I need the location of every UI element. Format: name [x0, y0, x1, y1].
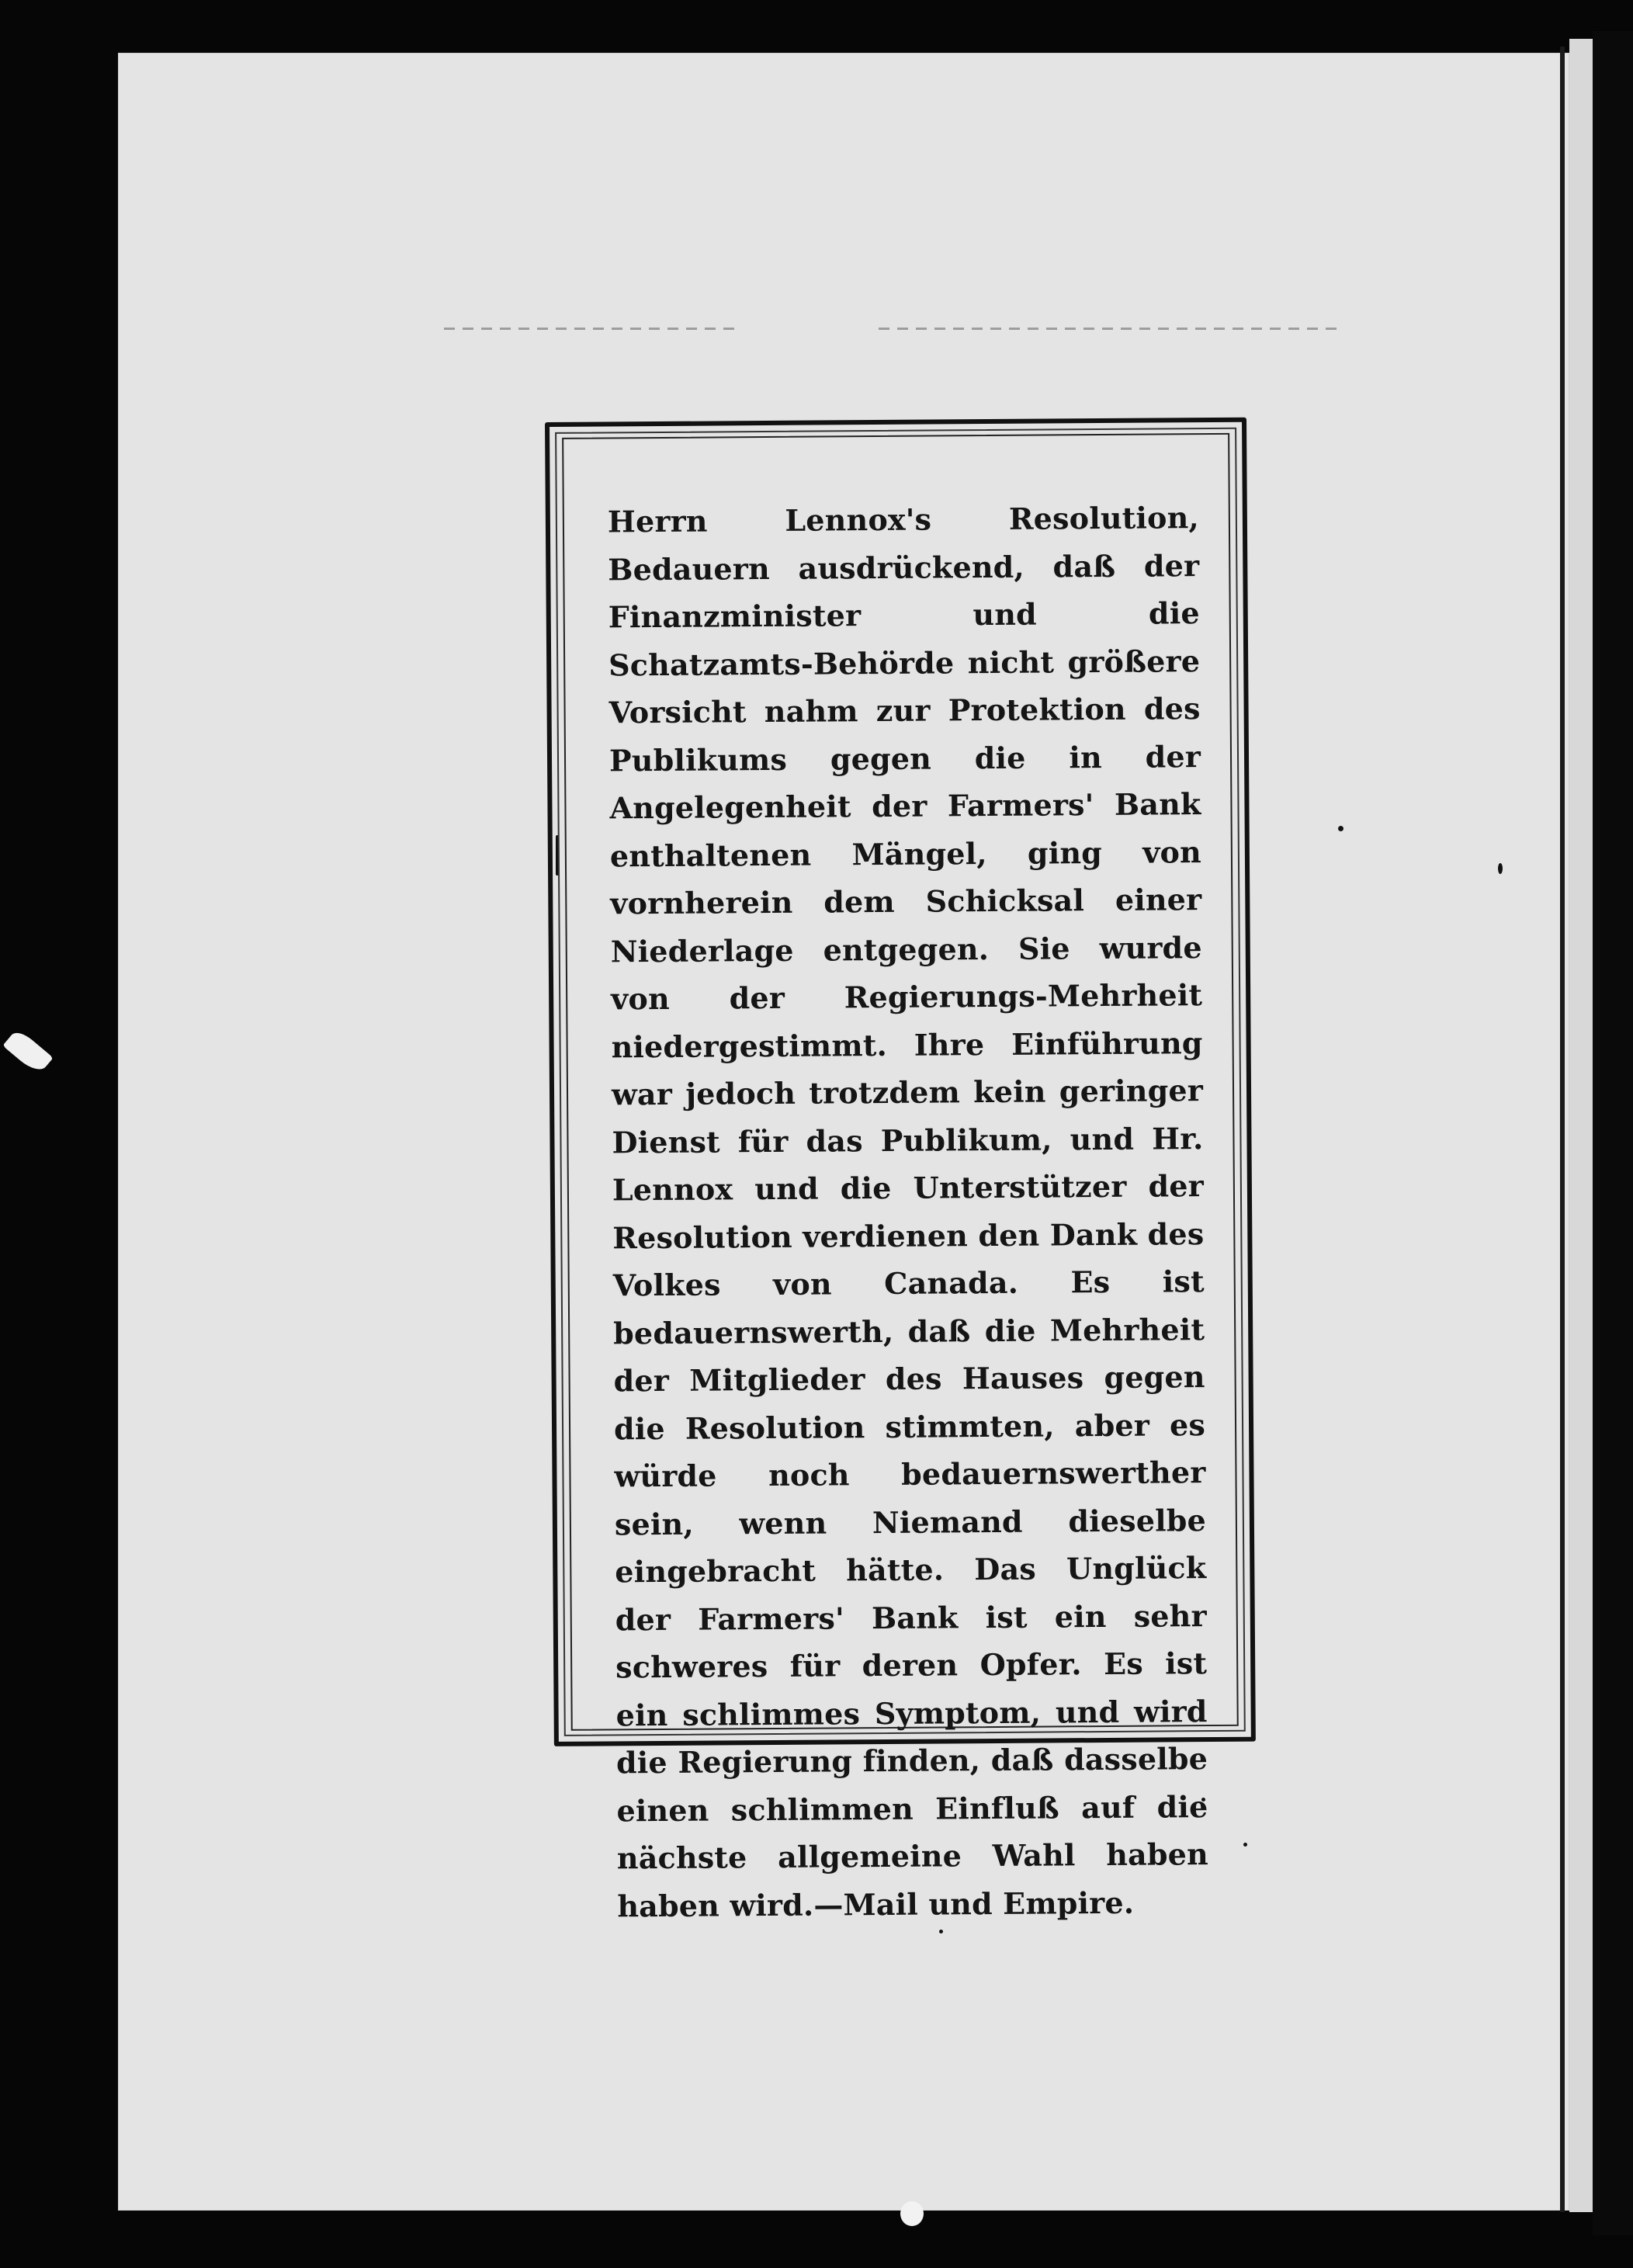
- page-gutter-line: [1560, 47, 1565, 2212]
- article-text: Herrn Lennox's Resolution, Bedauern ausdrückend, daß der Finanzminister und die Schatzamts-Behörde nicht größere Vorsicht nahm zur Protektion des Publikums gegen die in der Angelegenheit der Farmers' Bank enthaltenen Mängel, ging von vornherein dem Schicksal einer Niederlage entgegen. Sie wurde von der Regierungs-Mehrheit niedergestimmt. Ihre Einführung war jedoch trotzdem kein geringer Dienst für das Publikum, und Hr. Lennox und die Unterstützer der Resolution verdienen den Dank des Volkes von Canada. Es ist bedauernswerth, daß die Mehrheit der Mitglieder des Hauses gegen die Resolution stimmten, aber es würde noch bedauernswerther sein, wenn Niemand dieselbe eingebracht hätte. Das Unglück der Farmers' Bank ist ein sehr schweres für deren Opfer. Es ist ein schlimmes Symptom, und wird die Regierung finden, daß dasselbe einen schlimmen Einfluß auf die nächste allgemeine Wahl haben haben wird.—Mail und Empire.: [607, 500, 1209, 1923]
- ink-speck: [1243, 1843, 1247, 1847]
- scan-background-right: [1593, 31, 1633, 2235]
- scan-artifact-bottom: [900, 2201, 924, 2226]
- scan-artifact-left: [2, 1028, 53, 1076]
- ink-speck: [1498, 863, 1503, 874]
- faint-dashed-rule-left: [444, 328, 739, 330]
- ink-speck: [1338, 826, 1343, 831]
- ink-speck: [939, 1930, 943, 1933]
- adjacent-page-edge: [1569, 39, 1593, 2212]
- article-border-frame: [545, 418, 1256, 1923]
- faint-dashed-rule-right: [879, 328, 1344, 330]
